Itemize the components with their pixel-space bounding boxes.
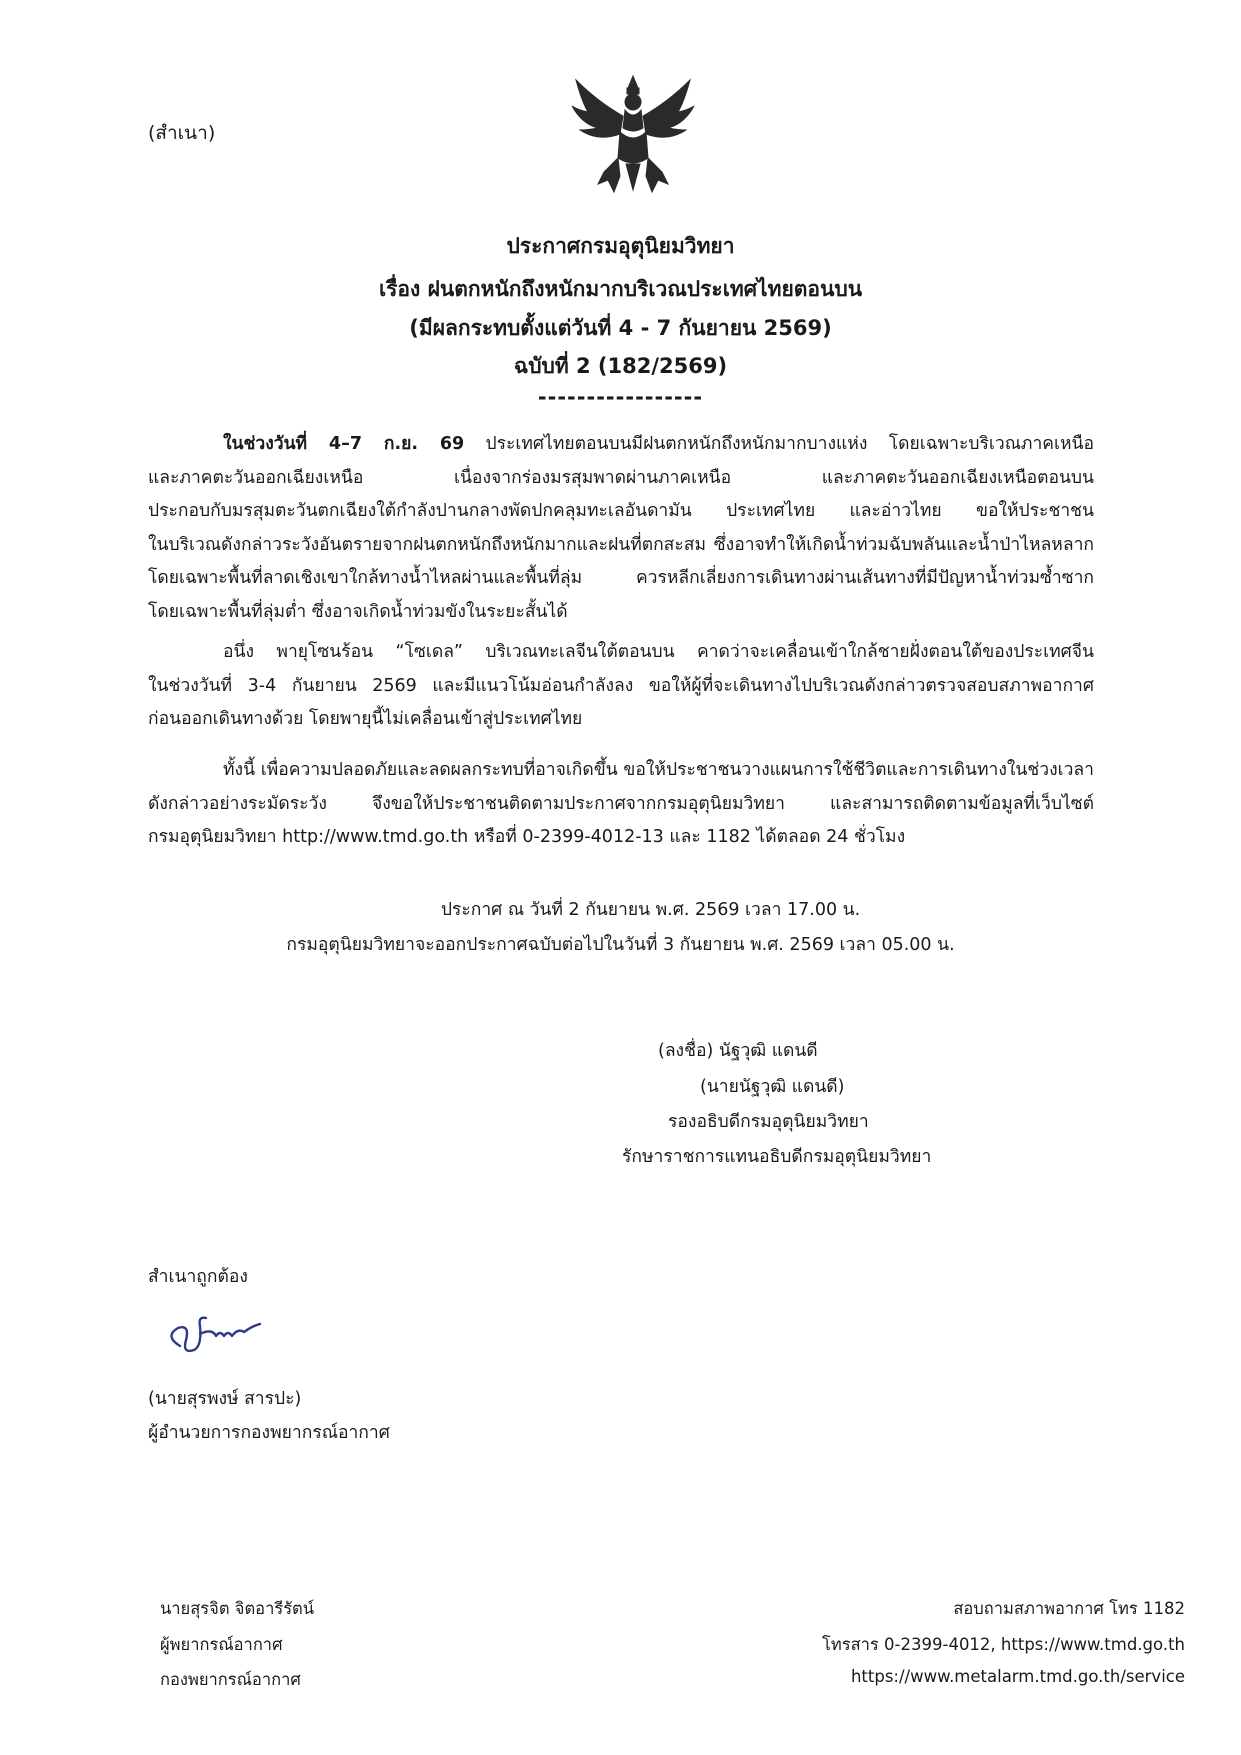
footer-division: กองพยากรณ์อากาศ (160, 1670, 301, 1689)
paragraph-1-line-5: โดยเฉพาะพื้นที่ลาดเชิงเขาใกล้ทางน้ำไหลผ่านและพื้นที่ลุ่ม ควรหลีกเลี่ยงการเดินทางผ่านเส้นทางที่มีปัญหาน้ำท่วมซ้ำซาก (148, 568, 1094, 588)
signer-title-2: รักษาราชการแทนอธิบดีกรมอุตุนิยมวิทยา (622, 1147, 932, 1167)
paragraph-3 (148, 754, 1094, 855)
certified-title: ผู้อำนวยการกองพยากรณ์อากาศ (148, 1423, 390, 1443)
signer-title-1: รองอธิบดีกรมอุตุนิยมวิทยา (668, 1112, 869, 1132)
footer-fax-website[interactable]: โทรสาร 0-2399-4012, https://www.tmd.go.th (822, 1635, 1185, 1654)
footer-forecaster-name: นายสุรจิต จิตอารีรัตน์ (160, 1599, 315, 1618)
footer-phone: สอบถามสภาพอากาศ โทร 1182 (953, 1599, 1185, 1618)
handwritten-signature-icon (160, 1306, 272, 1362)
paragraph-1-line-1-text: ประเทศไทยตอนบนมีฝนตกหนักถึงหนักมากบางแห่ง โดยเฉพาะบริเวณภาคเหนือ (464, 434, 1094, 454)
paragraph-3-line-2: ดังกล่าวอย่างระมัดระวัง จึงขอให้ประชาชนติดตามประกาศจากกรมอุตุนิยมวิทยา และสามารถติดตามข้อมูลที่เว็บไซต์ (148, 793, 1094, 814)
paragraph-1-line-3: ประกอบกับมรสุมตะวันตกเฉียงใต้กำลังปานกลางพัดปกคลุมทะเลอันดามัน ประเทศไทย และอ่าวไทย ขอให้ประชาชน (148, 501, 1094, 521)
announce-date: ประกาศ ณ วันที่ 2 กันยายน พ.ศ. 2569 เวลา 17.00 น. (440, 900, 861, 920)
paragraph-1-line-6: โดยเฉพาะพื้นที่ลุ่มต่ำ ซึ่งอาจเกิดน้ำท่วมขังในระยะสั้นได้ (148, 601, 568, 622)
signed-by: (ลงชื่อ) นัฐวุฒิ แดนดี (658, 1041, 818, 1061)
paragraph-1-line-4: ในบริเวณดังกล่าวระวังอันตรายจากฝนตกหนักถึงหนักมากและฝนที่ตกสะสม ซึ่งอาจทำให้เกิดน้ำท่วมฉับพลันและน้ำป่าไหลหลาก (148, 534, 1094, 555)
paragraph-1-line-1 (148, 428, 1094, 462)
heading-line1: ประกาศกรมอุตุนิยมวิทยา (506, 234, 735, 258)
paragraph-2-line-1: อนึ่ง พายุโซนร้อน “โซเดล” บริเวณทะเลจีนใต้ตอนบน คาดว่าจะเคลื่อนเข้าใกล้ชายฝั่งตอนใต้ของประเทศจีน (223, 642, 1094, 662)
heading-line2: เรื่อง ฝนตกหนักถึงหนักมากบริเวณประเทศไทยตอนบน (378, 277, 863, 301)
paragraph-1-lead: ในช่วงวันที่ 4–7 ก.ย. 69 (223, 434, 465, 454)
paragraph-2 (148, 636, 1094, 737)
certified-label: สำเนาถูกต้อง (148, 1267, 248, 1287)
paragraph-3-line-3: กรมอุตุนิยมวิทยา http://www.tmd.go.th หรือที่ 0-2399-4012-13 และ 1182 ได้ตลอด 24 ชั่วโมง (148, 827, 906, 847)
heading-line4: ฉบับที่ 2 (182/2569) (513, 354, 728, 378)
paragraph-2-line-3: ก่อนออกเดินทางด้วย โดยพายุนี้ไม่เคลื่อนเข้าสู่ประเทศไทย (148, 709, 583, 729)
garuda-emblem-icon (568, 72, 698, 197)
heading-divider: ----------------- (537, 385, 704, 409)
footer-forecaster-title: ผู้พยากรณ์อากาศ (160, 1635, 283, 1654)
certified-name: (นายสุรพงษ์ สารปะ) (148, 1389, 302, 1409)
signer-name: (นายนัฐวุฒิ แดนดี) (700, 1077, 845, 1097)
copy-label: (สำเนา) (148, 122, 216, 144)
paragraph-1 (148, 428, 1094, 629)
paragraph-1-line-2: และภาคตะวันออกเฉียงเหนือ เนื่องจากร่องมรสุมพาดผ่านภาคเหนือ และภาคตะวันออกเฉียงเหนือตอนบน (148, 467, 1094, 488)
footer-metalarm-link[interactable]: https://www.metalarm.tmd.go.th/service (850, 1667, 1185, 1686)
announce-next: กรมอุตุนิยมวิทยาจะออกประกาศฉบับต่อไปในวันที่ 3 กันยายน พ.ศ. 2569 เวลา 05.00 น. (286, 935, 955, 955)
paragraph-3-line-1: ทั้งนี้ เพื่อความปลอดภัยและลดผลกระทบที่อาจเกิดขึ้น ขอให้ประชาชนวางแผนการใช้ชีวิตและการเดินทางในช่วงเวลา (223, 760, 1094, 780)
paragraph-2-line-2: ในช่วงวันที่ 3-4 กันยายน 2569 และมีแนวโน้มอ่อนกำลังลง ขอให้ผู้ที่จะเดินทางไปบริเวณดังกล่าวตรวจสอบสภาพอากาศ (148, 675, 1094, 696)
heading-line3: (มีผลกระทบตั้งแต่วันที่ 4 - 7 กันยายน 2569) (409, 316, 832, 340)
